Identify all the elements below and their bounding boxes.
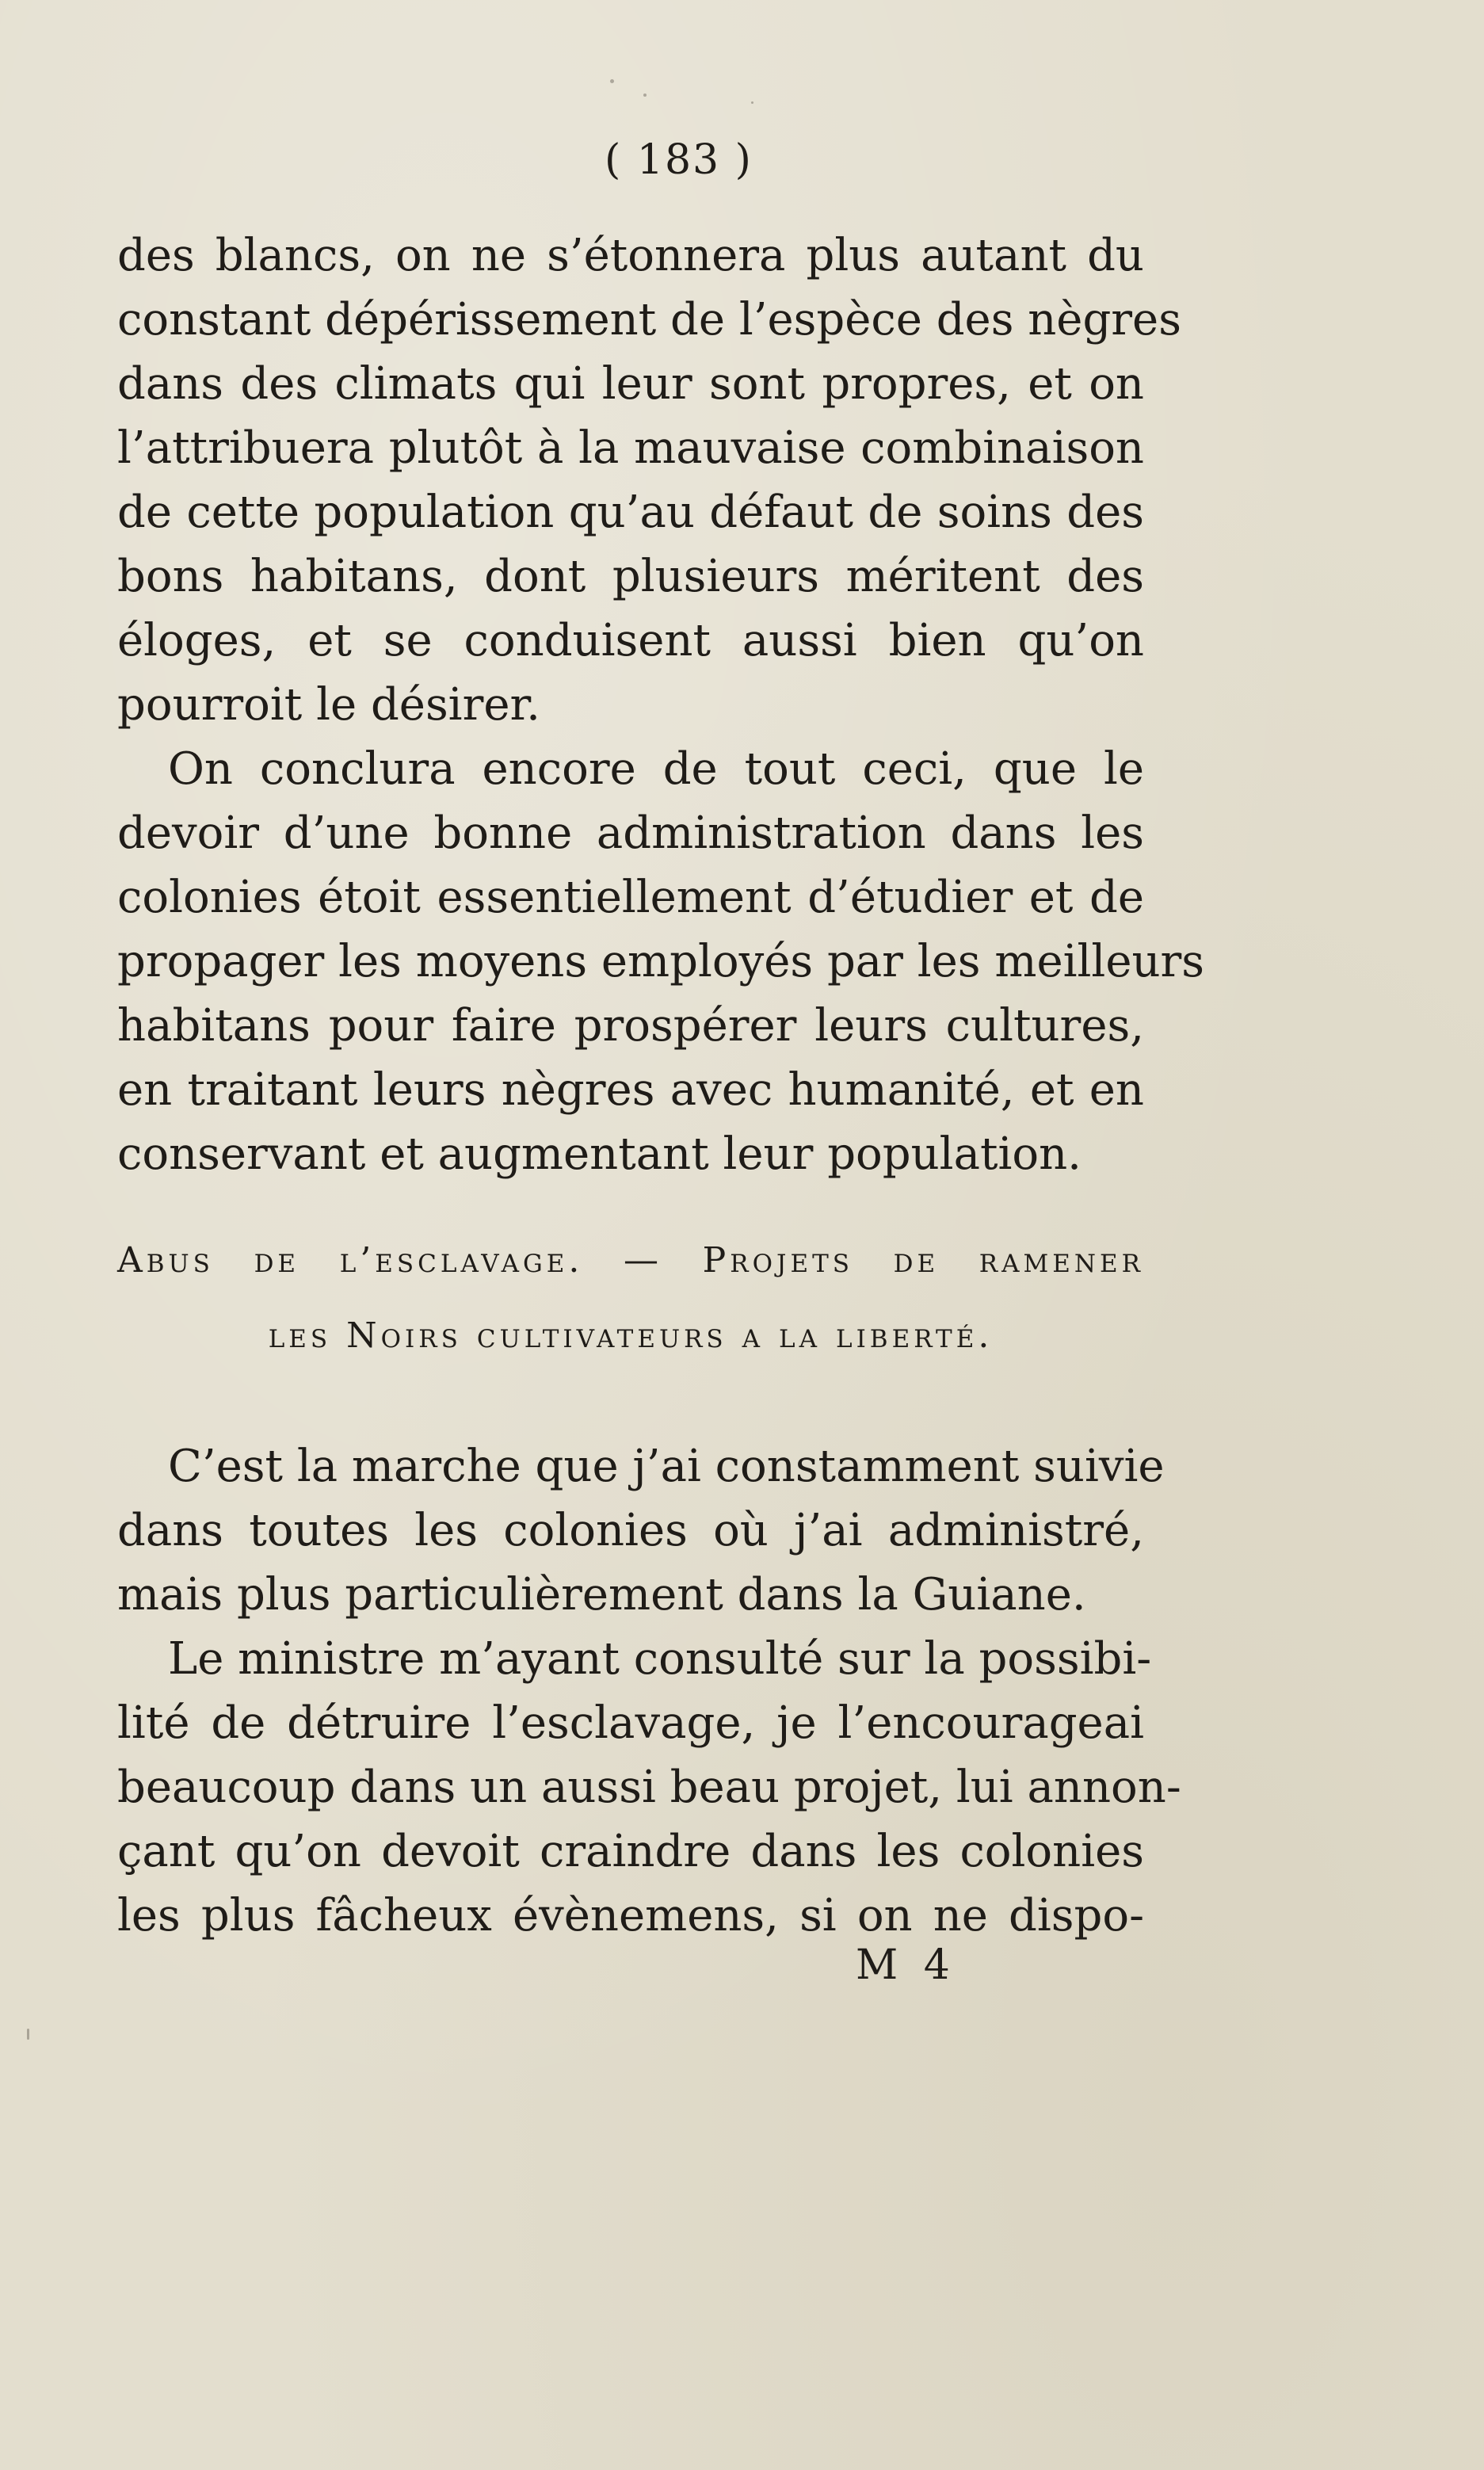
text-line: en traitant leurs nègres avec humanité, et en [117, 1064, 1144, 1116]
text-line: des blancs, on ne s’étonnera plus autant du [117, 230, 1144, 281]
text-line: dans toutes les colonies où j’ai administré, [117, 1505, 1144, 1556]
paper-speck [610, 79, 614, 83]
text-line: beaucoup dans un aussi beau projet, lui annon- [117, 1762, 1181, 1813]
text-line: On conclura encore de tout ceci, que le [168, 743, 1144, 795]
text-line: de cette population qu’au défaut de soins des [117, 487, 1144, 538]
paragraph-section-body [117, 1434, 1181, 1948]
text-line: pourroit le désirer. [117, 679, 540, 731]
text-line: mais plus particulièrement dans la Guiane. [117, 1569, 1086, 1621]
text-line: Le ministre m’ayant consulté sur la possibi- [168, 1633, 1152, 1685]
text-line: C’est la marche que j’ai constamment suivie [168, 1441, 1165, 1492]
text-line: dans des climats qui leur sont propres, et on [117, 358, 1144, 410]
section-heading-line-2: les Noirs cultivateurs a la liberté. [268, 1315, 994, 1356]
text-line: propager les moyens employés par les meilleurs [117, 936, 1205, 987]
paragraph-text [117, 1434, 1181, 1948]
paragraph-conclusion [117, 737, 1205, 1186]
paper-speck [27, 2029, 29, 2040]
section-heading-line-1: Abus de l’esclavage. — Projets de ramener [117, 1240, 1144, 1281]
text-line: bons habitans, dont plusieurs méritent des [117, 551, 1144, 602]
text-line: lité de détruire l’esclavage, je l’encourageai [117, 1697, 1144, 1749]
text-line: çant qu’on devoit craindre dans les colonies [117, 1826, 1144, 1877]
text-line: l’attribuera plutôt à la mauvaise combinaison [117, 422, 1144, 474]
printer-signature-mark: M 4 [856, 1941, 956, 1989]
text-line: habitans pour faire prospérer leurs cultures, [117, 1000, 1144, 1052]
text-line: conservant et augmentant leur population. [117, 1128, 1082, 1180]
paragraph-text [117, 223, 1181, 737]
text-line: les plus fâcheux évènemens, si on ne dispo- [117, 1890, 1144, 1941]
text-line: éloges, et se conduisent aussi bien qu’on [117, 615, 1144, 666]
paragraph-text [117, 737, 1205, 1186]
page-number: ( 183 ) [605, 136, 753, 184]
text-line: colonies étoit essentiellement d’étudier et de [117, 872, 1144, 923]
text-line: devoir d’une bonne administration dans les [117, 807, 1144, 859]
paper-speck [751, 101, 753, 104]
text-line: constant dépérissement de l’espèce des nègres [117, 294, 1181, 345]
paragraph-continued [117, 223, 1181, 737]
paper-speck [643, 94, 647, 97]
